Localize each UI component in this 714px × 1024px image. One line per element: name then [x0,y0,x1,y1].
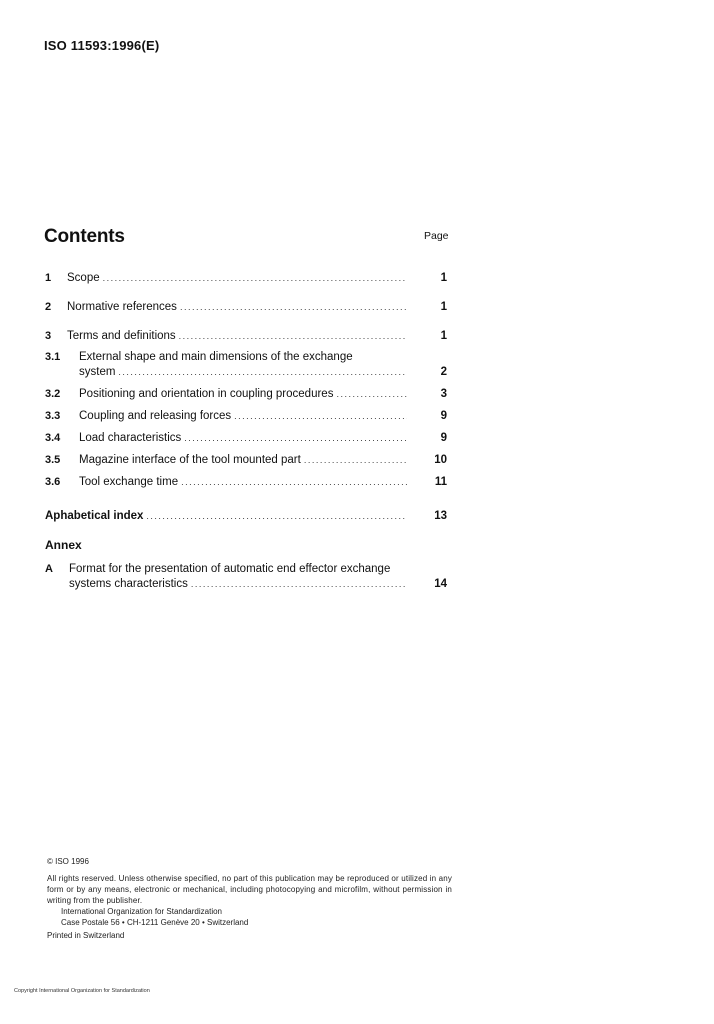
rights-statement: All rights reserved. Unless otherwise specified, no part of this publication may be reproduced or utilized in any form or by any means, electronic or mechanical, including photocopying and microfilm, without permission in writing from the publisher. [47,874,452,905]
toc-title: Tool exchange time [79,476,179,488]
toc-leader [179,331,407,341]
toc-number: 3 [45,330,52,342]
toc-entry-alphabetical-index[interactable] [45,510,447,528]
page-column-label: Page [424,230,449,242]
toc-number: 2 [45,301,52,313]
toc-page-number: 1 [440,330,447,342]
toc-number: 3.4 [45,432,61,444]
toc-leader [184,433,407,443]
toc-page-number: 1 [440,301,447,313]
toc-entry-annex-a[interactable] [45,563,447,597]
page-footer: Copyright International Organization for Standardization [14,988,150,994]
toc-title: Load characteristics [79,432,182,444]
toc-leader [336,389,407,399]
toc-title: Coupling and releasing forces [79,410,232,422]
toc-title: system [79,366,116,378]
toc-page-number: 9 [440,432,447,444]
document-id: ISO 11593:1996(E) [44,38,160,53]
copyright-notice [47,856,452,941]
toc-leader [304,455,407,465]
toc-leader [234,411,407,421]
toc-page-number: 11 [434,476,447,488]
toc-leader [118,367,407,377]
toc-entry-coupling-forces[interactable] [45,410,447,428]
toc-entry-load-characteristics[interactable] [45,432,447,450]
toc-title-line1: Format for the presentation of automatic end effector exchange [69,563,391,575]
toc-entry-scope[interactable] [45,272,447,290]
toc-leader [103,273,407,283]
toc-number: 1 [45,272,52,284]
copyright-symbol-line: © ISO 1996 [47,857,89,866]
toc-page-number: 1 [440,272,447,284]
toc-entry-tool-exchange-time[interactable] [45,476,447,494]
toc-title: systems characteristics [69,578,188,590]
toc-number: 3.5 [45,454,61,466]
annex-heading: Annex [45,538,82,552]
toc-leader [180,302,407,312]
toc-entry-external-shape[interactable] [45,351,447,385]
toc-entry-magazine-interface[interactable] [45,454,447,472]
toc-page-number: 3 [440,388,447,400]
toc-number: 3.3 [45,410,61,422]
toc-leader [191,579,407,589]
organization-name: International Organization for Standardization [61,907,222,916]
toc-number: 3.1 [45,351,61,363]
toc-title: Normative references [67,301,177,313]
toc-title-line1: External shape and main dimensions of the exchange [79,351,353,363]
toc-title: Terms and definitions [67,330,176,342]
toc-page-number: 10 [434,454,447,466]
toc-title: Aphabetical index [45,510,144,522]
toc-page-number: 14 [434,578,447,590]
toc-leader [181,477,407,487]
organization-address: Case Postale 56 • CH-1211 Genève 20 • Switzerland [61,918,249,927]
toc-entry-normative-references[interactable] [45,301,447,319]
toc-title: Positioning and orientation in coupling procedures [79,388,334,400]
toc-entry-terms-and-definitions[interactable] [45,330,447,348]
contents-heading: Contents [44,226,125,247]
toc-page-number: 9 [440,410,447,422]
toc-title: Scope [67,272,100,284]
toc-number: 3.2 [45,388,61,400]
toc-number: A [45,563,53,575]
printed-in: Printed in Switzerland [47,931,125,940]
toc-title: Magazine interface of the tool mounted part [79,454,301,466]
toc-page-number: 2 [440,366,447,378]
toc-leader [146,511,407,521]
toc-entry-positioning[interactable] [45,388,447,406]
toc-page-number: 13 [434,510,447,522]
toc-number: 3.6 [45,476,61,488]
